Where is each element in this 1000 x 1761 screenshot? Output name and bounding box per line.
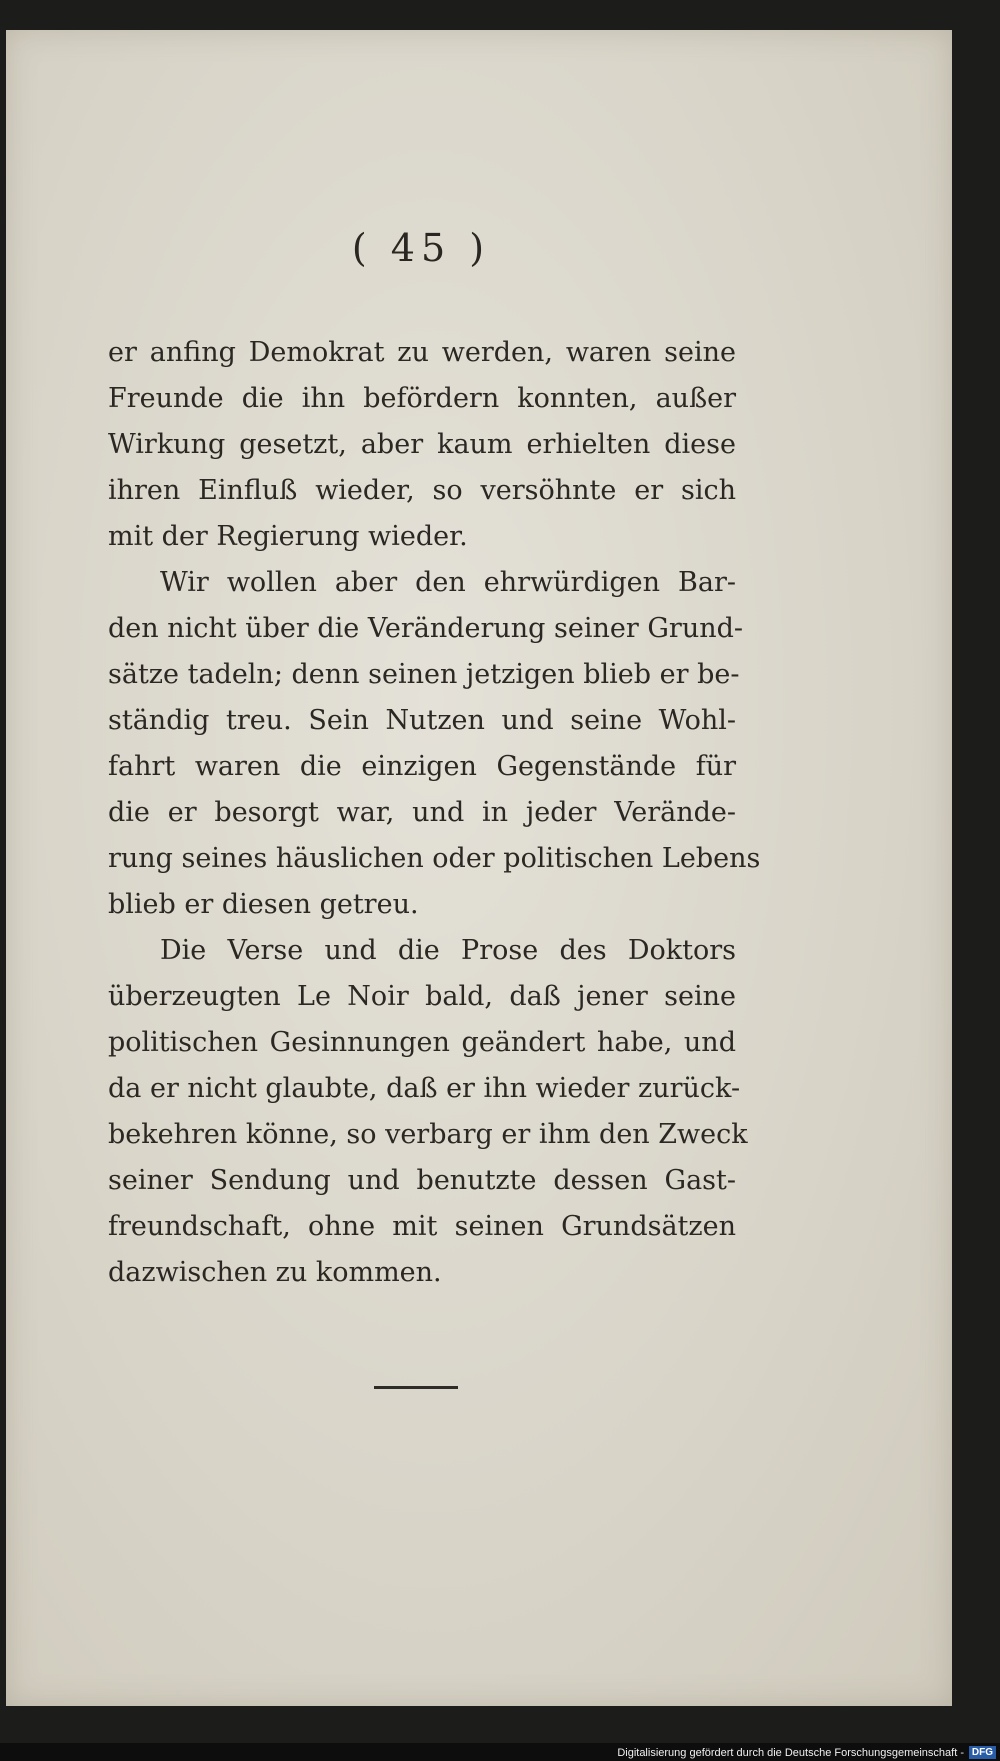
page-number: ( 45 ) xyxy=(351,226,491,270)
text-line: ihren Einfluß wieder, so versöhnte er sich xyxy=(108,475,736,506)
body-text xyxy=(108,330,761,1296)
text-line: er anfing Demokrat zu werden, waren seine xyxy=(108,337,736,368)
text-line: fahrt waren die einzigen Gegenstände für xyxy=(108,751,736,782)
text-line: rung seines häuslichen oder politischen Lebens xyxy=(108,843,761,874)
text-line: die er besorgt war, und in jeder Verände- xyxy=(108,797,736,828)
text-line: bekehren könne, so verbarg er ihm den Zweck xyxy=(108,1119,748,1150)
text-line: freundschaft, ohne mit seinen Grundsätzen xyxy=(108,1211,736,1242)
text-line: Wirkung gesetzt, aber kaum erhielten diese xyxy=(108,429,736,460)
dfg-logo: DFG xyxy=(969,1746,996,1759)
section-end-rule xyxy=(374,1386,458,1389)
text-line: überzeugten Le Noir bald, daß jener seine xyxy=(108,981,736,1012)
text-line: den nicht über die Veränderung seiner Grund- xyxy=(108,613,744,644)
text-line: Wir wollen aber den ehrwürdigen Bar- xyxy=(160,567,736,598)
text-line: sätze tadeln; denn seinen jetzigen blieb er be- xyxy=(108,659,740,690)
text-line: ständig treu. Sein Nutzen und seine Wohl- xyxy=(108,705,736,736)
text-line: mit der Regierung wieder. xyxy=(108,521,468,552)
footer-bar xyxy=(0,1743,1000,1761)
text-line: seiner Sendung und benutzte dessen Gast- xyxy=(108,1165,736,1196)
text-line: dazwischen zu kommen. xyxy=(108,1257,442,1288)
text-line: politischen Gesinnungen geändert habe, und xyxy=(108,1027,736,1058)
text-line: blieb er diesen getreu. xyxy=(108,889,419,920)
text-line: Freunde die ihn befördern konnten, außer xyxy=(108,383,736,414)
text-line: da er nicht glaubte, daß er ihn wieder zurück- xyxy=(108,1073,741,1104)
text-line: Die Verse und die Prose des Doktors xyxy=(160,935,736,966)
funding-credit: Digitalisierung gefördert durch die Deutsche Forschungsgemeinschaft - xyxy=(617,1747,964,1759)
book-page xyxy=(6,30,952,1706)
